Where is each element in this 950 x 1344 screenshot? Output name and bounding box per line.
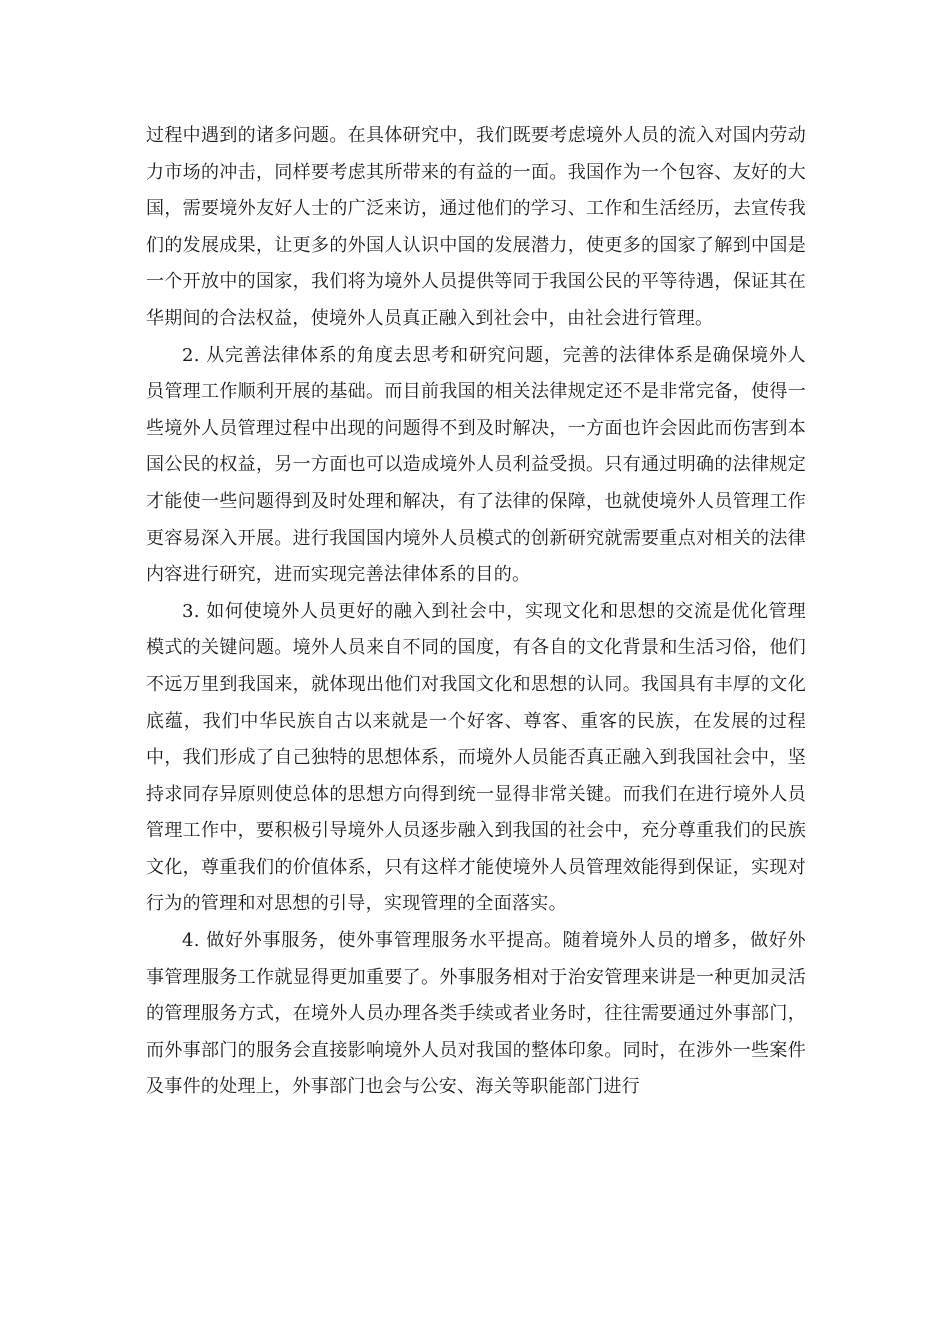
paragraph-number: 2. [182,344,200,366]
paragraph-text: 如何使境外人员更好的融入到社会中，实现文化和思想的交流是优化管理模式的关键问题。境外人员来自不同的国度，有各自的文化背景和生活习俗，他们不远万里到我国来，就体现出他们对我国文化和思想的认同。我国具有丰厚的文化底蕴，我们中华民族自古以来就是一个好客、尊客、重客的民族，在发展的过程中，我们形成了自己独特的思想体系，而境外人员能否真正融入到我国社会中，坚持求同存异原则使总体的思想方向得到统一显得非常关键。而我们在进行境外人员管理工作中，要积极引导境外人员逐步融入到我国的社会中，充分尊重我们的民族文化，尊重我们的价值体系，只有这样才能使境外人员管理效能得到保证，实现对行为的管理和对思想的引导，实现管理的全面落实。 [146,600,806,915]
paragraph-continuation [146,118,806,338]
paragraph-item-2 [146,338,806,594]
paragraph-text: 过程中遇到的诸多问题。在具体研究中，我们既要考虑境外人员的流入对国内劳动力市场的冲击，同样要考虑其所带来的有益的一面。我国作为一个包容、友好的大国，需要境外友好人士的广泛来访，通过他们的学习、工作和生活经历，去宣传我们的发展成果，让更多的外国人认识中国的发展潜力，使更多的国家了解到中国是一个开放中的国家，我们将为境外人员提供等同于我国公民的平等待遇，保证其在华期间的合法权益，使境外人员真正融入到社会中，由社会进行管理。 [146,125,806,329]
paragraph-item-3 [146,594,806,923]
document-page [146,118,806,1106]
paragraph-item-4 [146,923,806,1106]
paragraph-number: 4. [182,930,200,952]
paragraph-number: 3. [182,600,200,622]
paragraph-text: 做好外事服务，使外事管理服务水平提高。随着境外人员的增多，做好外事管理服务工作就显得更加重要了。外事服务相对于治安管理来讲是一种更加灵活的管理服务方式，在境外人员办理各类手续或者业务时，往往需要通过外事部门，而外事部门的服务会直接影响境外人员对我国的整体印象。同时，在涉外一些案件及事件的处理上，外事部门也会与公安、海关等职能部门进行 [146,930,806,1098]
paragraph-text: 从完善法律体系的角度去思考和研究问题，完善的法律体系是确保境外人员管理工作顺利开展的基础。而目前我国的相关法律规定还不是非常完备，使得一些境外人员管理过程中出现的问题得不到及时解决，一方面也许会因此而伤害到本国公民的权益，另一方面也可以造成境外人员利益受损。只有通过明确的法律规定才能使一些问题得到及时处理和解决，有了法律的保障，也就使境外人员管理工作更容易深入开展。进行我国国内境外人员模式的创新研究就需要重点对相关的法律内容进行研究，进而实现完善法律体系的目的。 [146,344,806,586]
